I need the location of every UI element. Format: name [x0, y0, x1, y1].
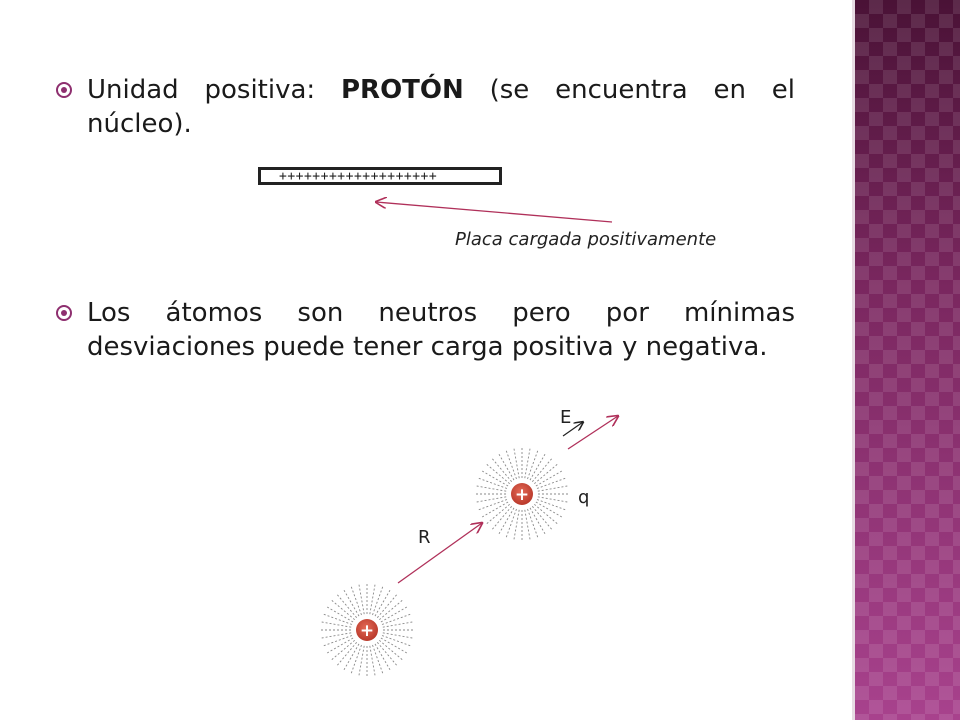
- field-line: [332, 600, 355, 619]
- plate-caption: Placa cargada positivamente: [455, 229, 717, 250]
- label-e: E: [560, 407, 572, 428]
- field-line: [337, 595, 356, 618]
- label-q: q: [578, 487, 590, 508]
- field-line: [377, 595, 396, 618]
- plate-charges: +++++++++++++++++++: [279, 169, 438, 184]
- bullet-1-emphasis: PROTÓN: [341, 75, 464, 105]
- field-line: [379, 600, 402, 619]
- upper-positive-charge-icon: [511, 483, 533, 505]
- field-line: [492, 506, 511, 529]
- field-line: [487, 464, 510, 483]
- field-line: [379, 640, 402, 659]
- e-field-arrow-icon: [568, 416, 618, 449]
- field-line: [534, 464, 557, 483]
- field-line: [534, 504, 557, 523]
- upper-charge-symbol: +: [514, 485, 530, 505]
- lower-charge-symbol: +: [359, 621, 375, 641]
- bullet-atoms: Los átomos son neutros pero por mínimas desviaciones puede tener carga positiva y negativa.: [87, 298, 795, 362]
- field-line: [377, 642, 396, 665]
- field-line: [532, 459, 551, 482]
- field-line: [532, 506, 551, 529]
- bullet-1-prefix: Unidad positiva:: [87, 75, 341, 105]
- label-r: R: [418, 527, 431, 548]
- plate-pointer-arrow-icon: [376, 202, 612, 222]
- bullet-1-suffix: (se encuentra en el núcleo).: [87, 75, 795, 139]
- field-line: [337, 642, 356, 665]
- r-vector-arrow-icon: [398, 523, 482, 583]
- field-line: [487, 504, 510, 523]
- lower-positive-charge-icon: [356, 619, 378, 641]
- field-line: [492, 459, 511, 482]
- field-line: [332, 640, 355, 659]
